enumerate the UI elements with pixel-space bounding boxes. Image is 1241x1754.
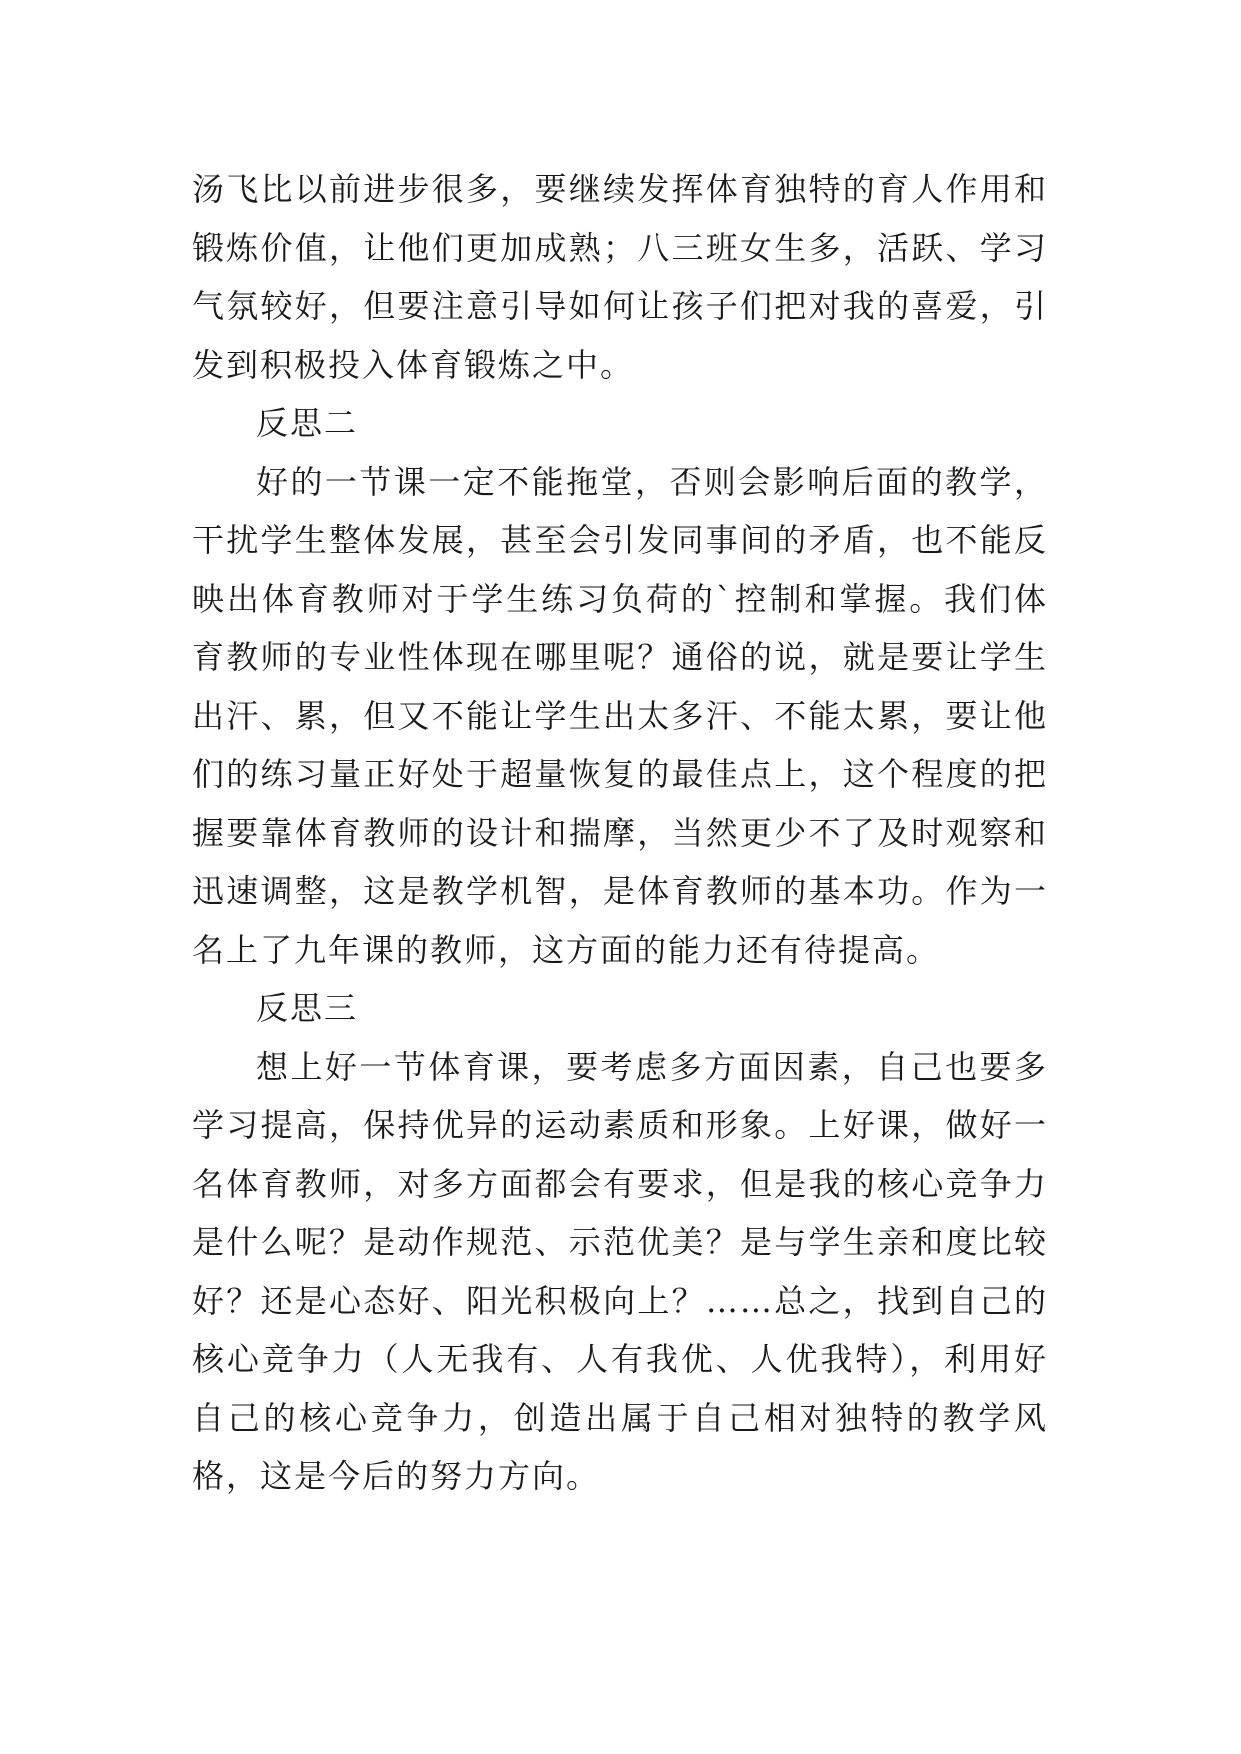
paragraph-reflection-2: 好的一节课一定不能拖堂，否则会影响后面的教学，干扰学生整体发展，甚至会引发同事间的矛盾，也不能反映出体育教师对于学生练习负荷的`控制和掌握。我们体育教师的专业性体现在哪里呢？通俗的说，就是要让学生出汗、累，但又不能让学生出太多汗、不能太累，要让他们的练习量正好处于超量恢复的最佳点上，这个程度的把握要靠体育教师的设计和揣摩，当然更少不了及时观察和迅速调整，这是教学机智，是体育教师的基本功。作为一名上了九年课的教师，这方面的能力还有待提高。 xyxy=(192,462,1048,969)
section-heading-reflection-3: 反思三 xyxy=(256,989,359,1027)
section-heading-reflection-2: 反思二 xyxy=(256,404,359,442)
paragraph-reflection-3: 想上好一节体育课，要考虑多方面因素，自己也要多学习提高，保持优异的运动素质和形象。上好课，做好一名体育教师，对多方面都会有要求，但是我的核心竞争力是什么呢？是动作规范、示范优美？是与学生亲和度比较好？还是心态好、阳光积极向上？……总之，找到自己的核心竞争力（人无我有、人有我优、人优我特），利用好自己的核心竞争力，创造出属于自己相对独特的教学风格，这是今后的努力方向。 xyxy=(192,1047,1048,1495)
paragraph-continuation: 汤飞比以前进步很多，要继续发挥体育独特的育人作用和锻炼价值，让他们更加成熟；八三班女生多，活跃、学习气氛较好，但要注意引导如何让孩子们把对我的喜爱，引发到积极投入体育锻炼之中。 xyxy=(192,170,1048,384)
document-body xyxy=(192,160,1048,1506)
